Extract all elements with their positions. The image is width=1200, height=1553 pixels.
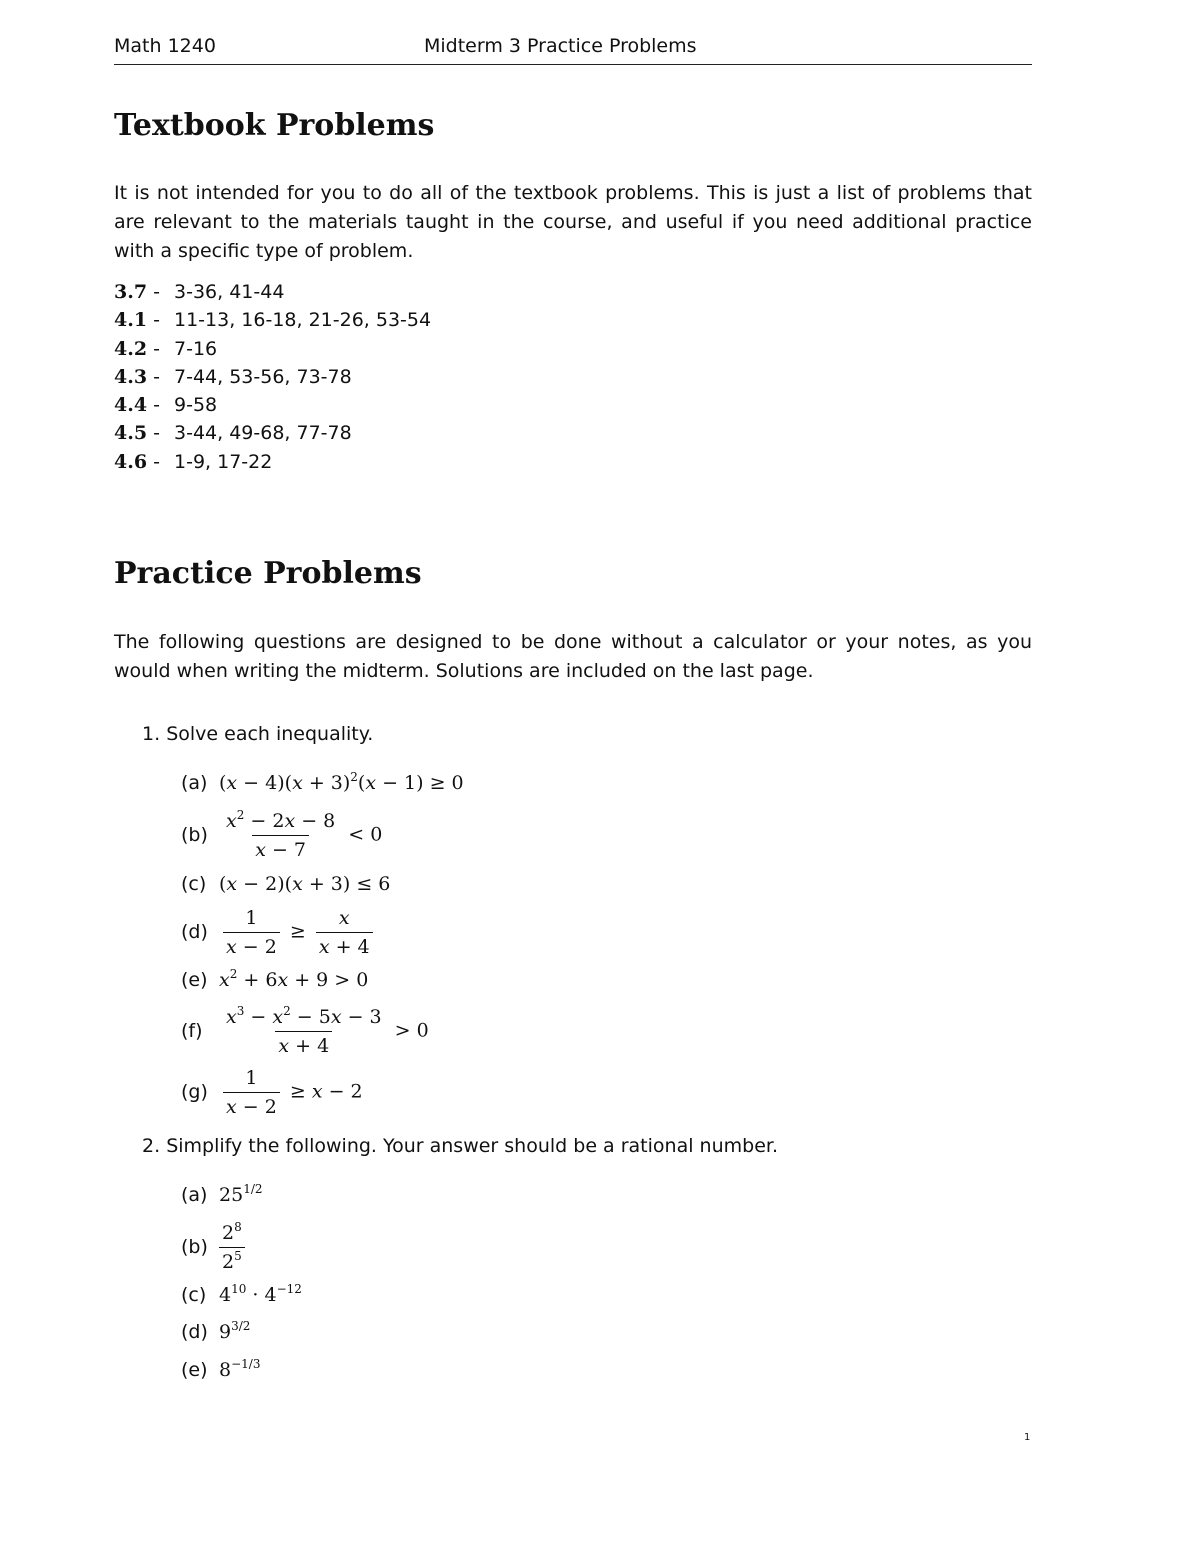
part-label: (g) xyxy=(181,1081,208,1103)
page-header xyxy=(114,33,1032,65)
section-number: 4.5 xyxy=(114,422,148,445)
math-expression: $\frac{1}{x - 2}$ ≥ $\frac{x}{x + 4}$ xyxy=(219,906,377,959)
math-expression: $\frac{x^2 - 2x - 8}{x - 7}$ < 0 xyxy=(226,807,383,861)
part-label: (f) xyxy=(181,1020,203,1042)
math-expression: $\frac{2^8}{2^5}$ xyxy=(219,1221,249,1274)
problem-range: 3-36, 41-44 xyxy=(174,281,285,303)
practice-heading: Practice Problems xyxy=(114,556,422,591)
list-item: 4.2 - 7-16 xyxy=(114,337,218,360)
part-label: (a) xyxy=(181,772,208,794)
question-1 xyxy=(142,723,373,745)
q2-part-d xyxy=(181,1312,250,1352)
math-expression: $\frac{1}{x - 2}$ ≥ x − 2 xyxy=(219,1066,363,1119)
q1-part-e xyxy=(181,960,368,1000)
section-number: 3.7 xyxy=(114,281,148,303)
math-expression: $4^{10} \cdot 4^{-12}$ xyxy=(219,1282,302,1306)
list-item: 4.5 - 3-44, 49-68, 77-78 xyxy=(114,422,352,445)
math-expression: $9^{3/2}$ xyxy=(219,1319,251,1343)
problem-range: 9-58 xyxy=(174,394,218,417)
question-2 xyxy=(142,1135,778,1157)
q1-part-c xyxy=(181,864,390,904)
list-item: 3.7 - 3-36, 41-44 xyxy=(114,281,285,303)
q1-part-f xyxy=(181,1003,429,1057)
part-label: (d) xyxy=(181,921,208,943)
math-expression: $x^2 + 6x + 9 > 0$ xyxy=(219,967,369,991)
section-number: 4.1 xyxy=(114,309,148,332)
page xyxy=(114,0,1032,1553)
list-item: 4.1 - 11-13, 16-18, 21-26, 53-54 xyxy=(114,309,432,332)
problem-range: 7-16 xyxy=(174,337,218,360)
section-number: 4.6 xyxy=(114,450,148,473)
list-item: 4.6 - 1-9, 17-22 xyxy=(114,450,273,473)
page-number: 1 xyxy=(1024,1432,1031,1443)
part-label: (e) xyxy=(181,969,208,991)
list-item: 4.3 - 7-44, 53-56, 73-78 xyxy=(114,365,352,388)
q2-part-e xyxy=(181,1350,260,1390)
q2-part-a xyxy=(181,1175,263,1215)
practice-intro: The following questions are designed to be done without a calculator or your notes, as you would when writing the midterm. Solutions are included on the last page. xyxy=(114,631,1032,682)
math-expression: $25^{1/2}$ xyxy=(219,1182,263,1206)
part-label: (b) xyxy=(181,824,208,846)
course-name: Math 1240 xyxy=(114,35,216,57)
problem-range: 11-13, 16-18, 21-26, 53-54 xyxy=(174,309,432,332)
section-number: 4.3 xyxy=(114,365,148,388)
part-label: (c) xyxy=(181,1284,207,1306)
q1-part-g xyxy=(181,1066,363,1118)
part-label: (e) xyxy=(181,1359,208,1381)
q1-part-d xyxy=(181,906,377,958)
q2-part-b xyxy=(181,1219,249,1273)
question-number: 2. xyxy=(142,1135,161,1157)
math-expression: $8^{-1/3}$ xyxy=(219,1357,261,1381)
list-item: 4.4 - 9-58 xyxy=(114,394,218,417)
q2-part-c xyxy=(181,1275,302,1315)
problem-range: 3-44, 49-68, 77-78 xyxy=(174,422,352,445)
section-number: 4.4 xyxy=(114,394,148,417)
math-expression: (x − 2)(x + 3) ≤ 6 xyxy=(219,873,391,895)
textbook-intro: It is not intended for you to do all of the textbook problems. This is just a list of problems that are relevant to the materials taught in the course, and useful if you need additional practice with a specific type of problem. xyxy=(114,182,1032,262)
question-text: Solve each inequality. xyxy=(166,723,374,745)
question-number: 1. xyxy=(142,723,161,745)
textbook-problem-list xyxy=(114,278,431,476)
problem-range: 7-44, 53-56, 73-78 xyxy=(174,365,352,388)
part-label: (a) xyxy=(181,1184,208,1206)
problem-range: 1-9, 17-22 xyxy=(174,450,273,473)
q1-part-a xyxy=(181,763,464,803)
textbook-heading: Textbook Problems xyxy=(114,108,435,143)
section-number: 4.2 xyxy=(114,337,148,360)
part-label: (d) xyxy=(181,1321,208,1343)
part-label: (b) xyxy=(181,1236,208,1258)
math-expression: $\frac{x^3 - x^2 - 5x - 3}{x + 4}$ > 0 xyxy=(226,1003,429,1057)
q1-part-b xyxy=(181,807,383,861)
math-expression: $(x - 4)(x + 3)^2(x - 1) \ge 0$ xyxy=(219,770,464,794)
question-text: Simplify the following. Your answer should be a rational number. xyxy=(166,1135,778,1157)
part-label: (c) xyxy=(181,873,207,895)
document-title: Midterm 3 Practice Problems xyxy=(424,35,697,57)
